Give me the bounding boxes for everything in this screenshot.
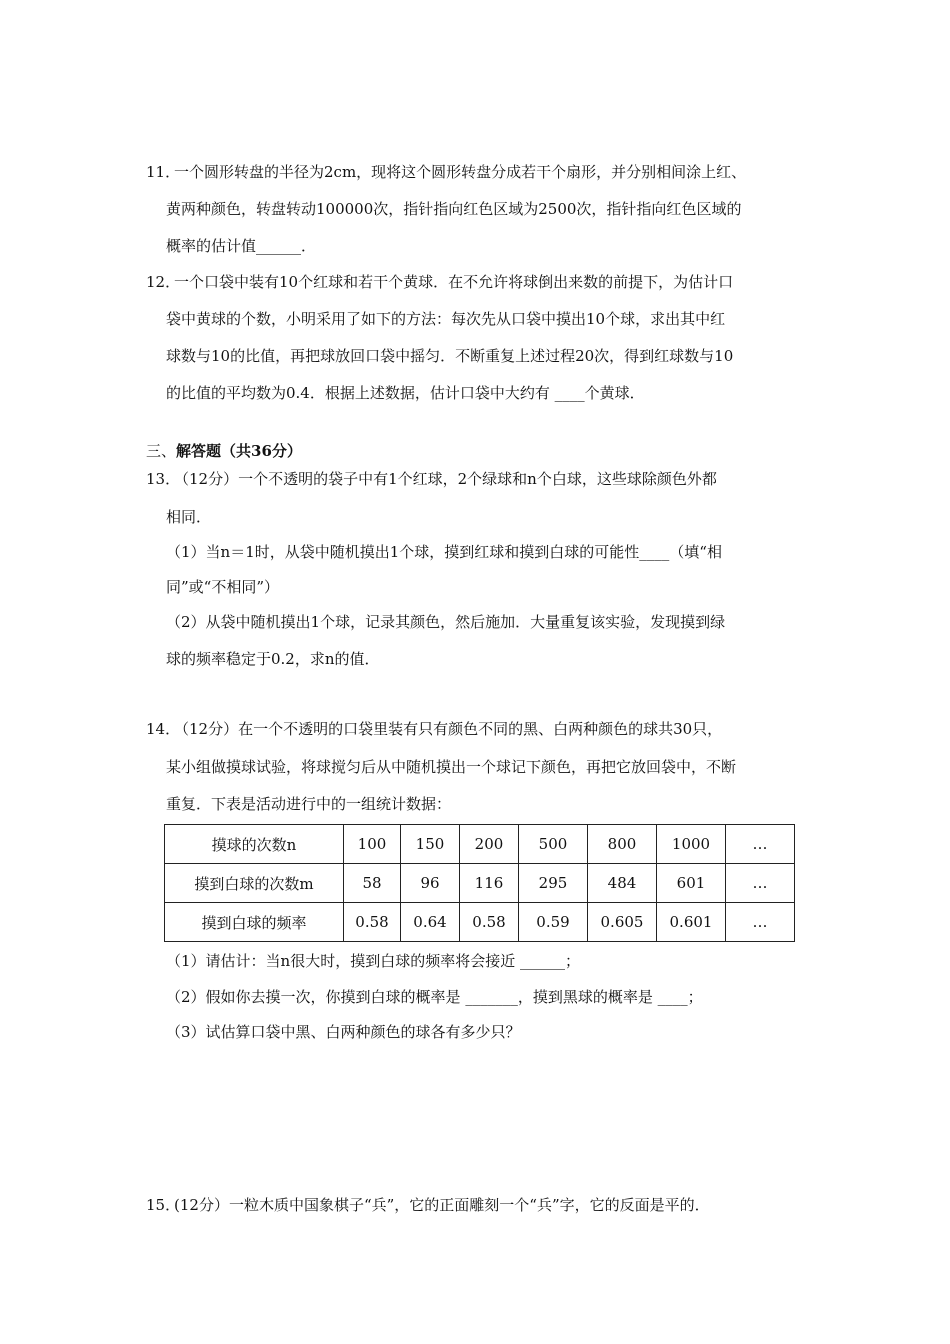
q12-line-2: 袋中黄球的个数，小明采用了如下的方法：每次先从口袋中摸出10个球，求出其中红: [166, 310, 726, 328]
q11-line-3: 概率的估计值______．: [166, 237, 317, 255]
q13-number: 13．: [146, 470, 181, 488]
table-cell: 摸球的次数n: [165, 825, 344, 864]
section-prefix: 三、: [146, 442, 177, 460]
q14-line-1: （12分）在一个不透明的口袋里装有只有颜色不同的黑、白两种颜色的球共30只，: [174, 720, 723, 738]
q12-number: 12．: [146, 273, 181, 291]
table-cell: …: [726, 903, 795, 942]
q12-line-4: 的比值的平均数为0.4．根据上述数据，估计口袋中大约有 ____个黄球．: [166, 384, 645, 402]
table-cell: 0.64: [401, 903, 460, 942]
table-cell: 601: [657, 864, 726, 903]
table-cell: 484: [588, 864, 657, 903]
table-cell: 1000: [657, 825, 726, 864]
q15-line-1: (12分）一粒木质中国象棋子“兵”，它的正面雕刻一个“兵”字，它的反面是平的．: [174, 1196, 710, 1214]
table-row: [165, 903, 795, 942]
q13-part-2a: （2）从袋中随机摸出1个球，记录其颜色，然后施加．大量重复该实验，发现摸到绿: [166, 613, 726, 631]
q14-part-1: （1）请估计：当n很大时，摸到白球的频率将会接近 ______；: [166, 952, 580, 970]
table-cell: 摸到白球的频率: [165, 903, 344, 942]
q14-line-3: 重复．下表是活动进行中的一组统计数据：: [166, 795, 452, 813]
q14-part-2: （2）假如你去摸一次，你摸到白球的概率是 _______，摸到黑球的概率是 ____；: [166, 988, 703, 1006]
section-heading: [146, 441, 302, 461]
q13-part-2b: 球的频率稳定于0.2，求n的值．: [166, 650, 380, 668]
table-cell: 0.605: [588, 903, 657, 942]
table-cell: …: [726, 825, 795, 864]
q12-line-1: 一个口袋中装有10个红球和若干个黄球．在不允许将球倒出来数的前提下，为估计口: [174, 273, 734, 291]
table-cell: 0.59: [519, 903, 588, 942]
table-cell: 500: [519, 825, 588, 864]
table-cell: 0.58: [344, 903, 401, 942]
q13-part-1b: 同”或“不相同”）: [166, 578, 280, 596]
statistics-table: [164, 824, 795, 942]
q14-number: 14．: [146, 720, 181, 738]
table-cell: 0.601: [657, 903, 726, 942]
table-cell: 150: [401, 825, 460, 864]
table-cell: 0.58: [460, 903, 519, 942]
table-row: [165, 864, 795, 903]
q13-line-2: 相同．: [166, 508, 212, 526]
table-cell: …: [726, 864, 795, 903]
table-cell: 100: [344, 825, 401, 864]
table-row: [165, 825, 795, 864]
table-cell: 800: [588, 825, 657, 864]
table-cell: 295: [519, 864, 588, 903]
q11-line-1: 一个圆形转盘的半径为2cm，现将这个圆形转盘分成若干个扇形，并分别相间涂上红、: [174, 163, 747, 181]
table-cell: 摸到白球的次数m: [165, 864, 344, 903]
q11-number: 11．: [146, 163, 181, 181]
q12-line-3: 球数与10的比值，再把球放回口袋中摇匀．不断重复上述过程20次，得到红球数与10: [166, 347, 734, 365]
q14-part-3: （3）试估算口袋中黑、白两种颜色的球各有多少只？: [166, 1023, 521, 1041]
table-cell: 200: [460, 825, 519, 864]
section-title: 解答题（共36分）: [176, 442, 302, 460]
table-cell: 96: [401, 864, 460, 903]
q13-line-1: （12分）一个不透明的袋子中有1个红球，2个绿球和n个白球，这些球除颜色外都: [174, 470, 717, 488]
q11-line-2: 黄两种颜色，转盘转动100000次，指针指向红色区域为2500次，指针指向红色区域的: [166, 200, 742, 218]
q14-line-2: 某小组做摸球试验，将球搅匀后从中随机摸出一个球记下颜色，再把它放回袋中，不断: [166, 758, 737, 776]
table-cell: 58: [344, 864, 401, 903]
table-cell: 116: [460, 864, 519, 903]
q15-number: 15．: [146, 1196, 181, 1214]
q13-part-1a: （1）当n＝1时，从袋中随机摸出1个球，摸到红球和摸到白球的可能性____（填“相: [166, 543, 722, 561]
